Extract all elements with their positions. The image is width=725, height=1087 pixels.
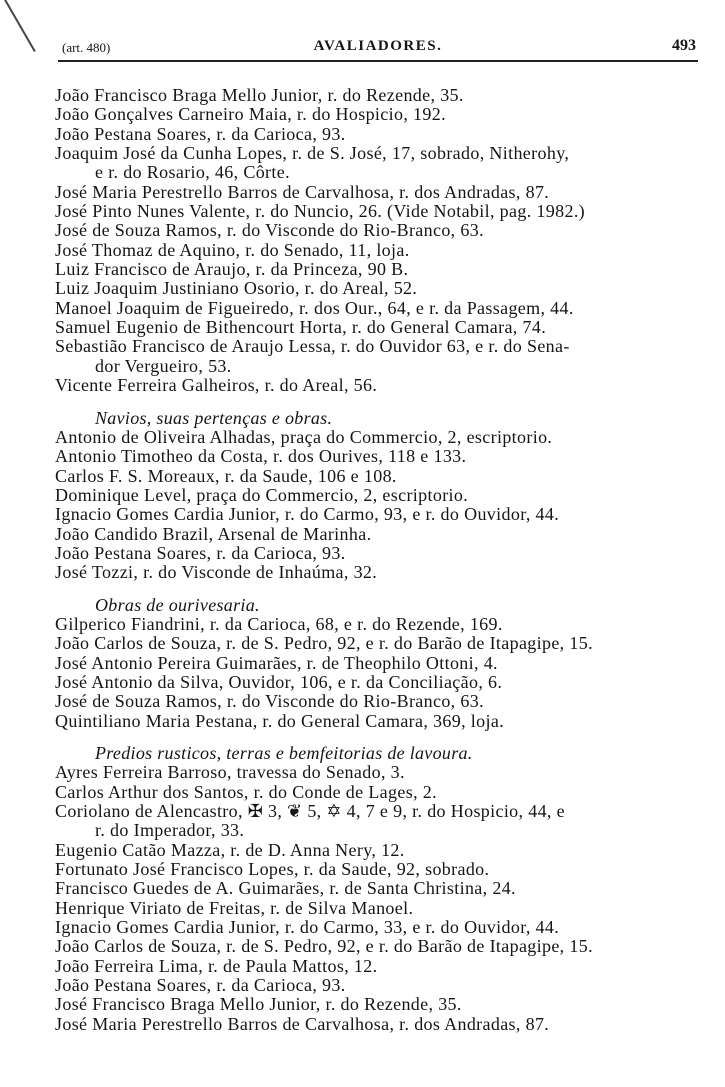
list-item: Gilperico Fiandrini, r. da Carioca, 68, e r. do Rezende, 169. xyxy=(55,613,503,634)
list-item: João Pestana Soares, r. da Carioca, 93. xyxy=(55,975,346,996)
list-item: José de Souza Ramos, r. do Visconde do Rio-Branco, 63. xyxy=(55,220,484,241)
page-header xyxy=(60,36,696,58)
list-item: Ignacio Gomes Cardia Junior, r. do Carmo, 33, e r. do Ouvidor, 44. xyxy=(55,917,560,938)
list-item: João Carlos de Souza, r. de S. Pedro, 92, e r. do Barão de Itapagipe, 15. xyxy=(55,633,593,654)
list-item: João Pestana Soares, r. da Carioca, 93. xyxy=(55,123,346,144)
list-item: Dominique Level, praça do Commercio, 2, escriptorio. xyxy=(55,484,469,505)
list-item: Ignacio Gomes Cardia Junior, r. do Carmo, 93, e r. do Ouvidor, 44. xyxy=(55,504,560,525)
header-rule xyxy=(58,60,698,62)
list-item: Carlos Arthur dos Santos, r. do Conde de Lages, 2. xyxy=(55,781,437,802)
directory-listing xyxy=(55,86,715,1034)
list-item: Vicente Ferreira Galheiros, r. do Areal, 56. xyxy=(55,375,378,396)
list-item: João Francisco Braga Mello Junior, r. do Rezende, 35. xyxy=(55,85,464,105)
list-item-continuation: dor Vergueiro, 53. xyxy=(95,355,232,376)
list-item: Sebastião Francisco de Araujo Lessa, r. do Ouvidor 63, e r. do Sena- xyxy=(55,336,570,357)
list-item: Samuel Eugenio de Bithencourt Horta, r. do General Camara, 74. xyxy=(55,317,547,338)
section xyxy=(55,409,715,583)
list-item: José Antonio Pereira Guimarães, r. de Theophilo Ottoni, 4. xyxy=(55,652,498,673)
section xyxy=(55,744,715,1034)
list-item: João Gonçalves Carneiro Maia, r. do Hospicio, 192. xyxy=(55,104,446,125)
section-title: Navios, suas pertenças e obras. xyxy=(95,407,333,428)
list-item-continuation: e r. do Rosario, 46, Côrte. xyxy=(95,162,290,183)
list-item: Fortunato José Francisco Lopes, r. da Saude, 92, sobrado. xyxy=(55,859,490,880)
list-item: Luiz Francisco de Araujo, r. da Princeza, 90 B. xyxy=(55,259,409,280)
list-item: José Francisco Braga Mello Junior, r. do Rezende, 35. xyxy=(55,994,462,1015)
list-item: Carlos F. S. Moreaux, r. da Saude, 106 e 108. xyxy=(55,465,397,486)
page-title: AVALIADORES. xyxy=(313,38,443,54)
list-item: João Ferreira Lima, r. de Paula Mattos, 12. xyxy=(55,955,378,976)
list-item: José Pinto Nunes Valente, r. do Nuncio, 26. (Vide Notabil, pag. 1982.) xyxy=(55,201,586,222)
list-item: José Maria Perestrello Barros de Carvalhosa, r. dos Andradas, 87. xyxy=(55,1013,550,1034)
article-reference: (art. 480) xyxy=(62,40,111,55)
list-item: José Antonio da Silva, Ouvidor, 106, e r. da Conciliação, 6. xyxy=(55,671,503,692)
section-title: Predios rusticos, terras e bemfeitorias de lavoura. xyxy=(95,743,473,763)
list-item: João Candido Brazil, Arsenal de Marinha. xyxy=(55,523,372,544)
list-item: José Thomaz de Aquino, r. do Senado, 11, loja. xyxy=(55,239,410,260)
list-item: José de Souza Ramos, r. do Visconde do Rio-Branco, 63. xyxy=(55,691,484,712)
section-title: Obras de ourivesaria. xyxy=(95,594,260,615)
list-item: Quintiliano Maria Pestana, r. do General Camara, 369, loja. xyxy=(55,710,505,731)
list-item: Francisco Guedes de A. Guimarães, r. de Santa Christina, 24. xyxy=(55,878,516,899)
list-item: Ayres Ferreira Barroso, travessa do Senado, 3. xyxy=(55,762,405,783)
page-number: 493 xyxy=(672,37,696,54)
page-margin-mark xyxy=(4,0,36,52)
list-item-continuation: r. do Imperador, 33. xyxy=(95,820,245,841)
section xyxy=(55,596,715,731)
list-item: Luiz Joaquim Justiniano Osorio, r. do Areal, 52. xyxy=(55,278,418,299)
list-item: Antonio de Oliveira Alhadas, praça do Commercio, 2, escriptorio. xyxy=(55,426,553,447)
list-item: Manoel Joaquim de Figueiredo, r. dos Our., 64, e r. da Passagem, 44. xyxy=(55,297,574,318)
list-item: José Maria Perestrello Barros de Carvalhosa, r. dos Andradas, 87. xyxy=(55,181,550,202)
list-item: Coriolano de Alencastro, ✠ 3, ❦ 5, ✡ 4, 7 e 9, r. do Hospicio, 44, e xyxy=(55,801,565,822)
list-item: Joaquim José da Cunha Lopes, r. de S. José, 17, sobrado, Nitherohy, xyxy=(55,143,570,164)
list-item: Henrique Viriato de Freitas, r. de Silva Manoel. xyxy=(55,897,414,918)
list-item: Antonio Timotheo da Costa, r. dos Ourives, 118 e 133. xyxy=(55,446,467,467)
list-item: João Carlos de Souza, r. de S. Pedro, 92, e r. do Barão de Itapagipe, 15. xyxy=(55,936,593,957)
list-item: José Tozzi, r. do Visconde de Inhaúma, 32. xyxy=(55,562,378,583)
list-item: Eugenio Catão Mazza, r. de D. Anna Nery, 12. xyxy=(55,839,405,860)
list-item: João Pestana Soares, r. da Carioca, 93. xyxy=(55,542,346,563)
section xyxy=(55,86,715,396)
